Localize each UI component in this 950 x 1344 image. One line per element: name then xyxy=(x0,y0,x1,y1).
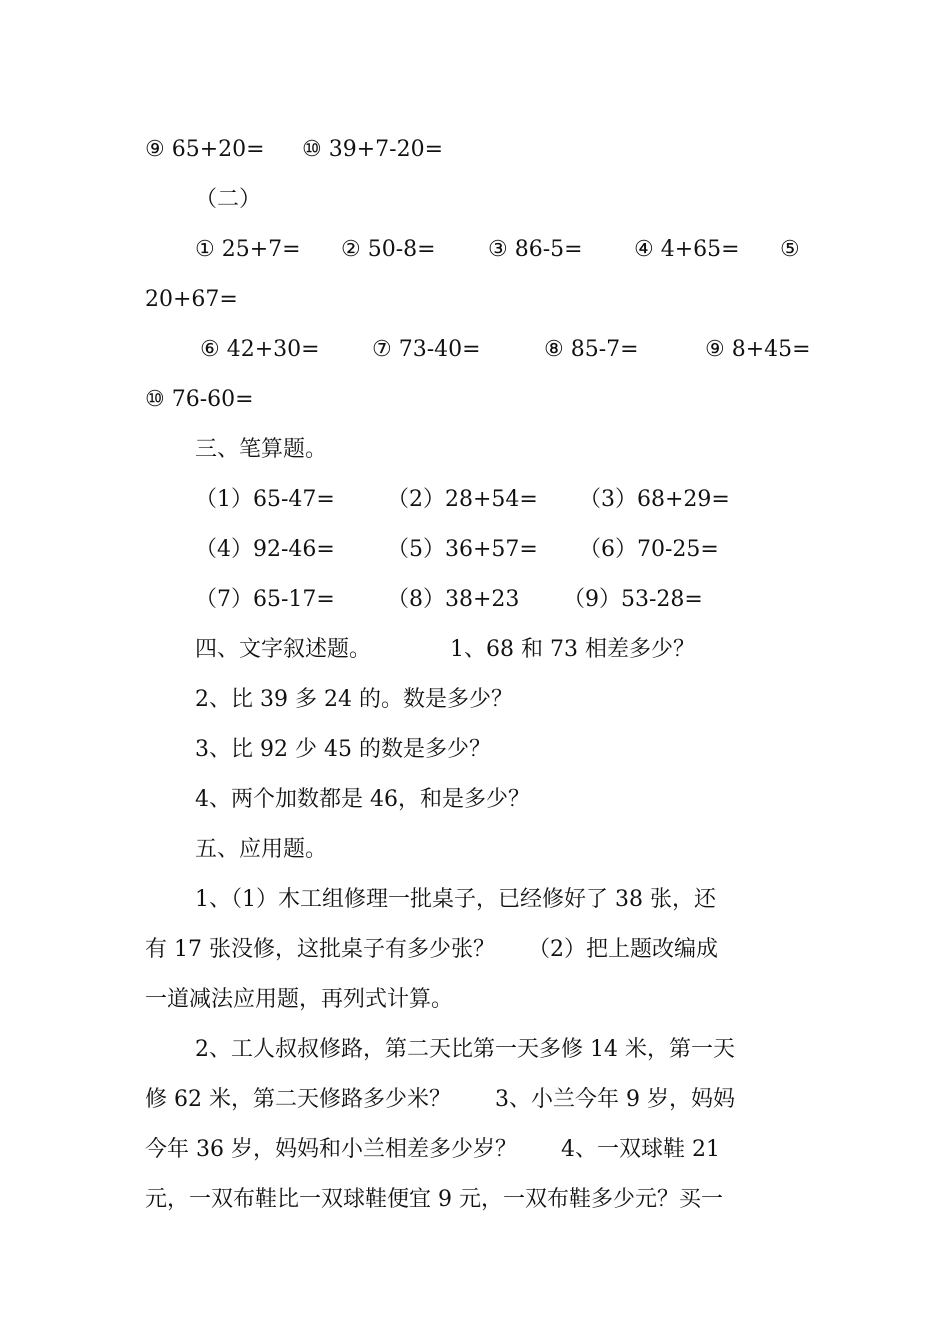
word-question-1: 1、68 和 73 相差多少？ xyxy=(450,637,695,662)
application-line: 1、（1）木工组修理一批桌子，已经修好了 38 张，还 xyxy=(195,887,716,912)
section4-row xyxy=(195,635,755,665)
written-problem: （8）38+23 xyxy=(387,587,520,612)
written-problem: （3）68+29= xyxy=(579,487,730,512)
written-row-3 xyxy=(195,585,755,615)
application-line: 有 17 张没修，这批桌子有多少张？ （2）把上题改编成 xyxy=(145,937,718,962)
problem-9b: ⑨ 8+45= xyxy=(705,337,811,362)
written-problem: （1）65-47= xyxy=(195,487,335,512)
problem-5-value: 20+67= xyxy=(145,287,238,312)
section3-title: 三、笔算题。 xyxy=(195,437,328,462)
problem-2: ② 50-8= xyxy=(341,237,436,262)
application-line: 元，一双布鞋比一双球鞋便宜 9 元，一双布鞋多少元？买一 xyxy=(145,1187,723,1212)
problem-1: ① 25+7= xyxy=(195,237,301,262)
written-problem: （6）70-25= xyxy=(579,537,719,562)
problem-6: ⑥ 42+30= xyxy=(200,337,320,362)
problem-3: ③ 86-5= xyxy=(488,237,583,262)
problem-10: ⑩ 39+7-20= xyxy=(302,137,444,162)
written-problem: （7）65-17= xyxy=(195,587,335,612)
application-line: 2、工人叔叔修路，第二天比第一天多修 14 米，第一天 xyxy=(195,1037,735,1062)
word-question-3: 3、比 92 少 45 的数是多少？ xyxy=(195,737,491,762)
subsection-title: （二） xyxy=(195,187,262,212)
written-problem: （5）36+57= xyxy=(387,537,538,562)
problem-4: ④ 4+65= xyxy=(634,237,740,262)
oral-row-2 xyxy=(200,335,820,365)
written-problem: （9）53-28= xyxy=(563,587,703,612)
section4-title: 四、文字叙述题。 xyxy=(195,637,372,662)
problem-9: ⑨ 65+20= xyxy=(145,137,265,162)
problem-5-marker: ⑤ xyxy=(780,237,800,262)
oral-row-1 xyxy=(195,235,815,265)
written-problem: （2）28+54= xyxy=(387,487,538,512)
section1-tail-row xyxy=(145,135,825,165)
application-line: 今年 36 岁，妈妈和小兰相差多少岁？ 4、一双球鞋 21 xyxy=(145,1137,720,1162)
problem-10b: ⑩ 76-60= xyxy=(145,387,254,412)
written-row-1 xyxy=(195,485,755,515)
word-question-2: 2、比 39 多 24 的。数是多少？ xyxy=(195,687,513,712)
word-question-4: 4、两个加数都是 46，和是多少？ xyxy=(195,787,530,812)
problem-7: ⑦ 73-40= xyxy=(372,337,481,362)
application-line: 一道减法应用题，再列式计算。 xyxy=(145,987,454,1012)
section5-title: 五、应用题。 xyxy=(195,837,328,862)
written-row-2 xyxy=(195,535,755,565)
problem-8: ⑧ 85-7= xyxy=(544,337,639,362)
written-problem: （4）92-46= xyxy=(195,537,335,562)
application-line: 修 62 米，第二天修路多少米？ 3、小兰今年 9 岁，妈妈 xyxy=(145,1087,735,1112)
